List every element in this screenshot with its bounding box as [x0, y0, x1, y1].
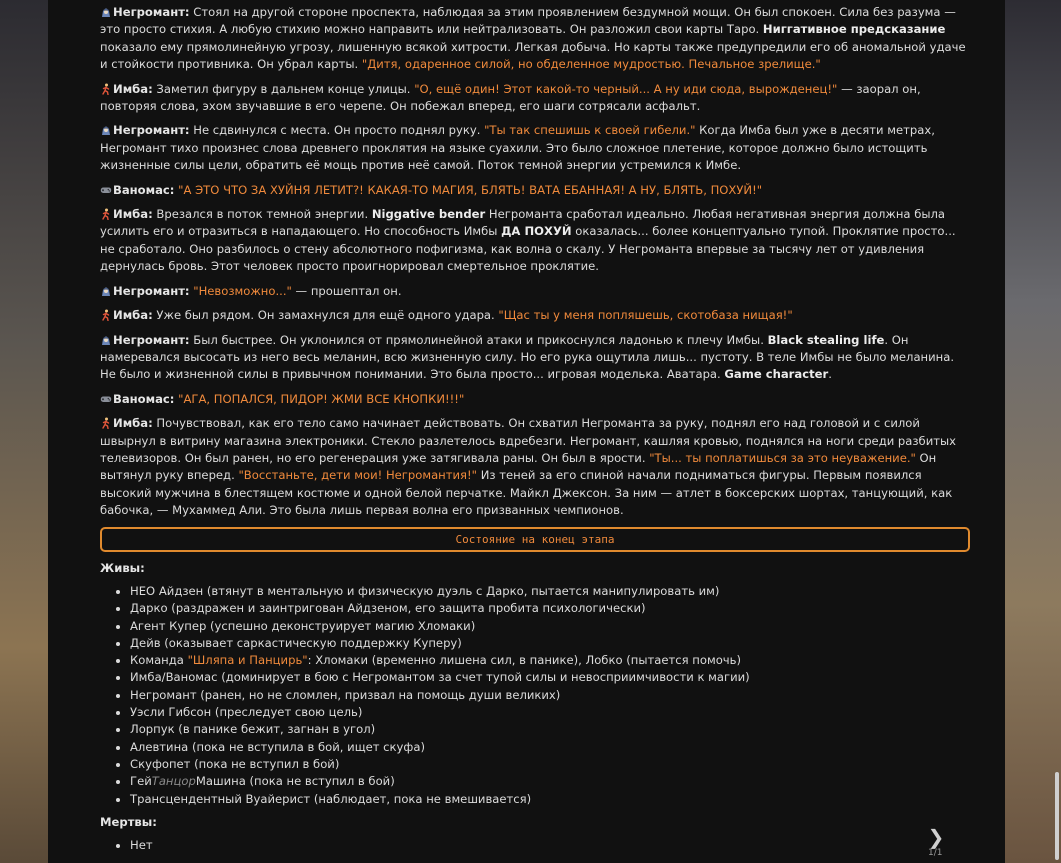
list-item	[130, 756, 970, 773]
chevron-right-icon[interactable]: ❯	[927, 825, 945, 849]
story-paragraph	[100, 81, 970, 116]
text-run: Не сдвинулся с места. Он просто поднял руку.	[189, 123, 485, 138]
quote-text: "Невозможно..."	[193, 283, 292, 298]
story-paragraph	[100, 122, 970, 174]
necromancer-icon	[100, 124, 112, 136]
list-item	[130, 791, 970, 808]
list-item	[130, 635, 970, 652]
alive-heading: Живы:	[100, 560, 145, 575]
list-item	[130, 837, 970, 854]
text-run: Трансцендентный Вуайерист (наблюдает, пока не вмешивается)	[130, 791, 532, 806]
gamepad-icon	[100, 184, 112, 196]
story-paragraph	[100, 283, 970, 300]
quote-text: "Ты так спешишь к своей гибели."	[484, 123, 696, 138]
story-paragraph	[100, 307, 970, 324]
quote-text: "А ЭТО ЧТО ЗА ХУЙНЯ ЛЕТИТ?! КАКАЯ-ТО МАГИЯ, БЛЯТЬ! ВАТА ЕБАННАЯ! А НУ, БЛЯТЬ, ПОХУЙ!"	[178, 182, 763, 197]
list-item	[130, 721, 970, 738]
ability-name: Niggative bender	[371, 207, 486, 222]
list-item	[130, 669, 970, 686]
story-panel	[48, 0, 1005, 863]
list-item	[130, 687, 970, 704]
runner-icon	[100, 83, 112, 95]
text-run: Из теней за его спиной начали подниматься фигуры. Первым появился высокий мужчина в блестящем костюме и одной белой перчатке. Майкл Джексон. За ним — атлет в боксерских шортах, танцующий, как бабочка, — Мухаммед Али. Это была лишь первая волна его призванных чемпионов.	[100, 468, 953, 518]
speaker-name: Имба:	[113, 416, 153, 431]
list-item	[130, 652, 970, 669]
ability-name: Game character	[724, 367, 829, 382]
text-run: Негромант (ранен, но не сломлен, призвал на помощь души великих)	[130, 687, 561, 702]
speaker-name: Негромант:	[113, 5, 190, 19]
text-run: оказалась... более концептуально тупой. Проклятие просто... не сработало. Оно разбилось о стену абсолютного пофигизма, как волна о скалу. У Негроманта впервые за тысячу лет от удивления дернулась бровь. Этот человек просто проигнорировал смертельное проклятие.	[100, 224, 956, 274]
text-run: Уже был рядом. Он замахнулся для ещё одного удара.	[152, 308, 499, 323]
speaker-name: Имба:	[113, 308, 153, 323]
quote-text: "О, ещё один! Этот какой-то черный... А ну иди сюда, вырожденец!"	[414, 81, 838, 96]
speaker-name: Имба:	[113, 207, 153, 222]
text-run: Имба/Ваномас (доминирует в бою с Негромантом за счет тупой силы и невосприимчивости к магии)	[130, 670, 750, 685]
text-run: Дарко (раздражен и заинтригован Айдзеном, его защита пробита психологически)	[130, 601, 646, 616]
quote-text: "Щас ты у меня попляшешь, скотобаза нищая!"	[498, 308, 793, 323]
story-paragraph	[100, 206, 970, 276]
text-run: Гей	[130, 774, 152, 789]
runner-icon	[100, 417, 112, 429]
text-run: Был быстрее. Он уклонился от прямолинейной атаки и прикоснулся ладонью к плечу Имбы.	[189, 332, 768, 347]
struck-text: Танцор	[151, 774, 196, 789]
text-run: .	[828, 367, 832, 382]
gamepad-icon	[100, 393, 112, 405]
speaker-name: Негромант:	[113, 332, 190, 347]
quote-text: "Дитя, одаренное силой, но обделенное мудростью. Печальное зрелище."	[361, 57, 821, 72]
text-run: НЕО Айдзен (втянут в ментальную и физическую дуэль с Дарко, пытается манипулировать им)	[130, 583, 720, 598]
text-run: показало ему прямолинейную угрозу, лишенную всякой хитрости. Легкая добыча. Но карты также предупредили его об аномальной удаче и стойкости противника. Он убрал карты.	[100, 39, 966, 72]
speaker-name: Негромант:	[113, 283, 190, 298]
runner-icon	[100, 208, 112, 220]
text-run: Команда	[130, 653, 188, 668]
list-item	[130, 600, 970, 617]
text-run: . Он намеревался высосать из него весь меланин, всю жизненную силу. Но его рука ощутила лишь... пустоту. В теле Имбы не было меланина. Не было и жизненной силы в привычном понимании. Это была просто... игровая моделька. Аватара.	[100, 332, 955, 382]
alive-list	[100, 583, 970, 808]
list-item	[130, 773, 970, 790]
story-paragraph	[100, 391, 970, 408]
text-run: : Хломаки (временно лишена сил, в панике), Лобко (пытается помочь)	[307, 653, 741, 668]
list-item	[130, 583, 970, 600]
story-content	[100, 4, 970, 861]
story-paragraphs	[100, 4, 970, 520]
background-right	[1005, 0, 1061, 863]
story-paragraph	[100, 332, 970, 384]
text-run: Нет	[130, 838, 153, 853]
text-run: Дейв (оказывает саркастическую поддержку Куперу)	[130, 635, 462, 650]
ability-name: ДА ПОХУЙ	[501, 224, 572, 239]
page-indicator: 1/1	[928, 848, 943, 858]
quote-text: "Шляпа и Панцирь"	[187, 653, 308, 668]
text-run: Стоял на другой стороне проспекта, наблюдая за этим проявлением бездумной мощи. Он был спокоен. Сила без разума — это просто стихия. А любую стихию можно направить или нейтрализовать. Он разложил свои карты Таро.	[100, 5, 956, 37]
text-run: Врезался в поток темной энергии.	[152, 207, 372, 222]
story-paragraph	[100, 182, 970, 199]
necromancer-icon	[100, 285, 112, 297]
background-left	[0, 0, 48, 863]
necromancer-icon	[100, 6, 112, 18]
ability-name: Black stealing life	[767, 332, 885, 347]
list-item	[130, 618, 970, 635]
text-run: Он вытянул руку вперед.	[100, 450, 937, 483]
text-run: Когда Имба был уже в десяти метрах, Негромант тихо произнес слова древнего проклятия на языке суахили. Это было сложное плетение, которое должно было истощить жизненные силы цели, обратить её мощь против неё самой. Поток темной энергии устремился к Имбе.	[100, 123, 935, 173]
scrollbar-thumb[interactable]	[1055, 772, 1059, 860]
text-run: Скуфопет (пока не вступил в бой)	[130, 756, 340, 771]
dead-list	[100, 837, 970, 854]
quote-text: "Восстаньте, дети мои! Негромантия!"	[238, 468, 478, 483]
text-run: Уэсли Гибсон (преследует свою цель)	[130, 705, 363, 720]
text-run: Лорпук (в панике бежит, загнан в угол)	[130, 722, 376, 737]
runner-icon	[100, 309, 112, 321]
ability-name: Ниггативное предсказание	[762, 22, 946, 37]
speaker-name: Имба:	[113, 81, 153, 96]
text-run: Заметил фигуру в дальнем конце улицы.	[152, 81, 415, 96]
list-item	[130, 739, 970, 756]
quote-text: "АГА, ПОПАЛСЯ, ПИДОР! ЖМИ ВСЕ КНОПКИ!!!"	[178, 391, 465, 406]
text-run: — заорал он, повторяя слова, эхом звучавшие в его черепе. Он побежал вперед, его шаги сотрясали асфальт.	[100, 81, 921, 114]
list-item	[130, 704, 970, 721]
story-paragraph	[100, 4, 970, 74]
dead-heading: Мертвы:	[100, 814, 157, 829]
speaker-name: Ваномас:	[113, 391, 175, 406]
quote-text: "Ты... ты поплатишься за это неуважение."	[649, 450, 916, 465]
necromancer-icon	[100, 334, 112, 346]
text-run: Почувствовал, как его тело само начинает действовать. Он схватил Негроманта за руку, поднял его над головой и с силой швырнул в витрину магазина электроники. Стекло разлетелось вдребезги. Негромант, кашляя кровью, поднялся на ноги среди разбитых телевизоров. Он был ранен, но его регенерация уже затягивала раны. Он был в ярости.	[100, 416, 957, 465]
text-run: Машина (пока не вступил в бой)	[195, 774, 395, 789]
story-paragraph	[100, 415, 970, 519]
stage-status-button[interactable]: Состояние на конец этапа	[100, 527, 970, 552]
text-run: — прошептал он.	[291, 283, 402, 298]
text-run: Агент Купер (успешно деконструирует магию Хломаки)	[130, 618, 476, 633]
text-run: Алевтина (пока не вступила в бой, ищет скуфа)	[130, 739, 425, 754]
speaker-name: Ваномас:	[113, 182, 175, 197]
speaker-name: Негромант:	[113, 123, 190, 138]
text-run: Негроманта сработал идеально. Любая негативная энергия должна была усилить его и отразиться в нападающего. Но способность Имбы	[100, 207, 946, 239]
